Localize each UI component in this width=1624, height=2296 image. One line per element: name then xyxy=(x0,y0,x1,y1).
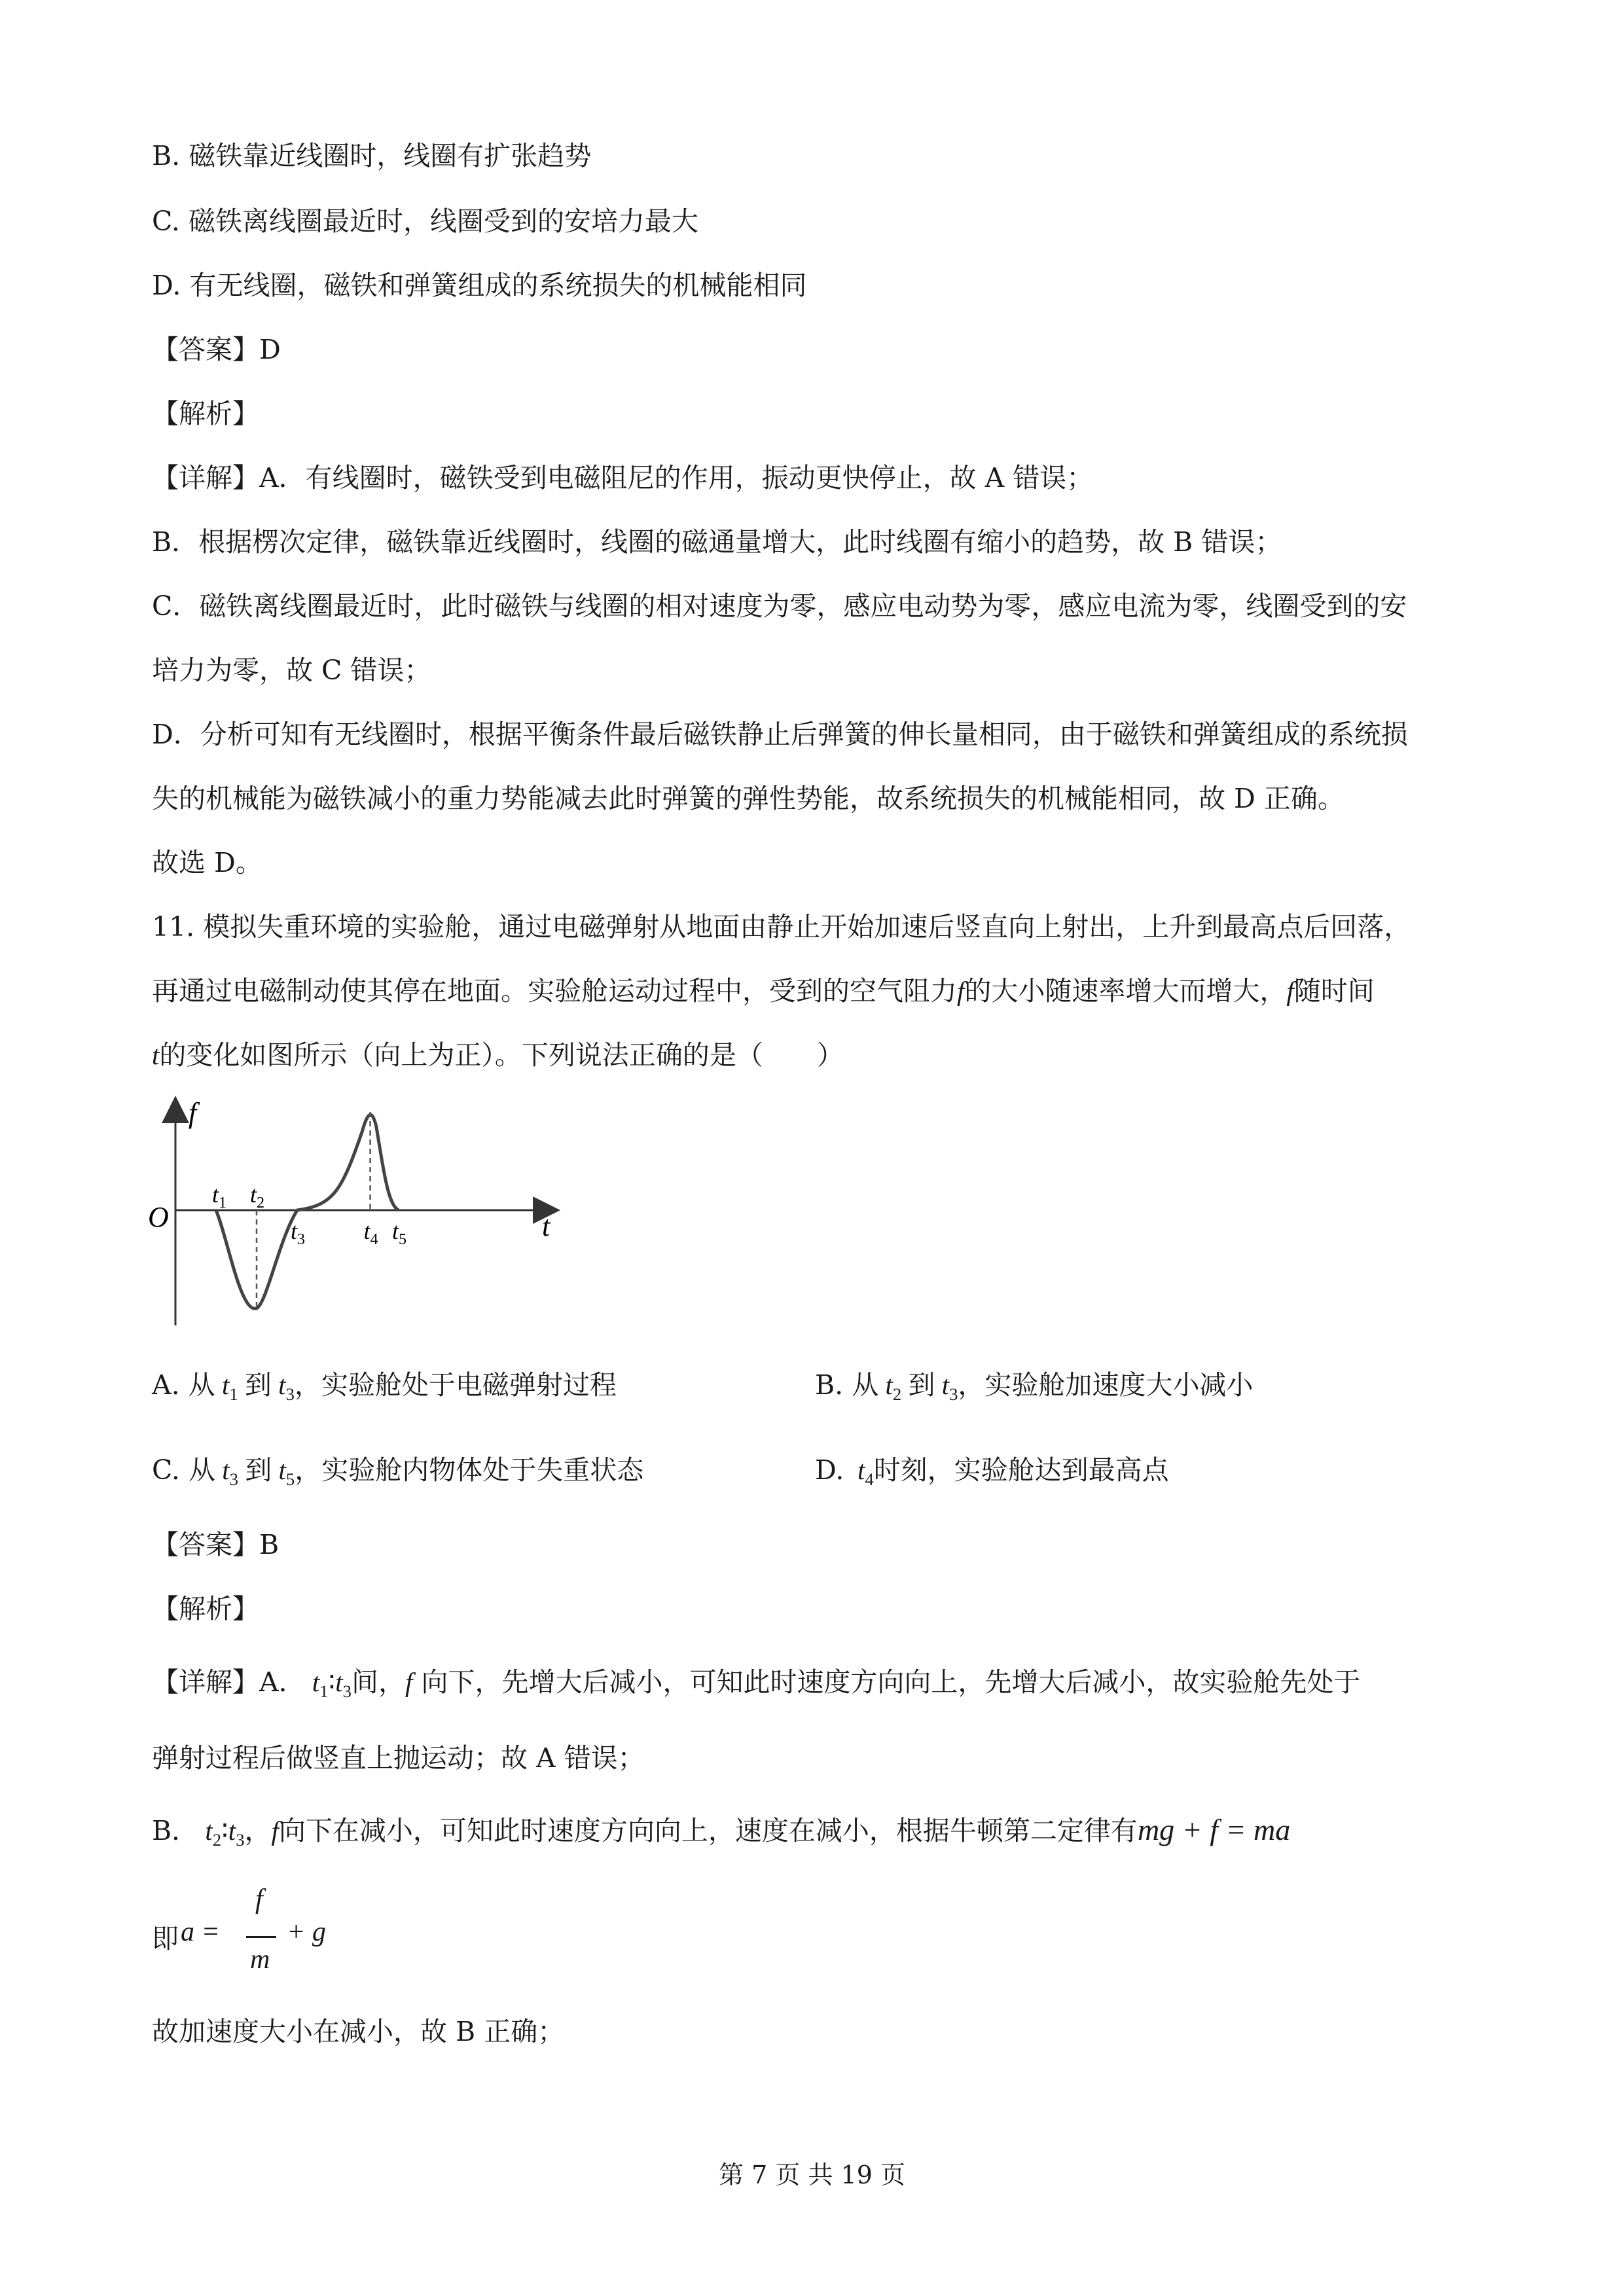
q11-option-c: C. 从 $t_3$ 到 $t_5$，实验舱内物体处于失重状态 xyxy=(152,1454,644,1490)
q11-option-b: B. 从 $t_2$ 到 $t_3$，实验舱加速度大小减小 xyxy=(815,1369,1254,1405)
q10-detail-c-line1: C．磁铁离线圈最近时，此时磁铁与线圈的相对速度为零，感应电动势为零，感应电流为零，线圈受到的安 xyxy=(152,590,1407,622)
tick-label-t3: $t_3$ xyxy=(291,1218,306,1248)
f-t-graph xyxy=(144,1086,602,1335)
q11-detail-b-line1: B． $t_2∶t_3$，f向下在减小，可知此时速度方向向上，速度在减小，根据牛顿第二定律有mg + f = ma xyxy=(152,1813,1291,1850)
q10-option-c: C. 磁铁离线圈最近时，线圈受到的安培力最大 xyxy=(152,206,698,237)
q11-option-a: A. 从 $t_1$ 到 $t_3$，实验舱处于电磁弹射过程 xyxy=(152,1369,617,1405)
q10-detail-a: 【详解】A．有线圈时，磁铁受到电磁阻尼的作用，振动更快停止，故 A 错误； xyxy=(152,462,1094,493)
q10-detail-d-line1: D．分析可知有无线圈时，根据平衡条件最后磁铁静止后弹簧的伸长量相同，由于磁铁和弹簧组成的系统损 xyxy=(152,719,1408,750)
q10-detail-c-line2: 培力为零，故 C 错误； xyxy=(152,655,431,686)
q11-detail-a-line2: 弹射过程后做竖直上抛运动；故 A 错误； xyxy=(152,1742,645,1774)
q10-detail-d-line2: 失的机械能为磁铁减小的重力势能减去此时弹簧的弹性势能，故系统损失的机械能相同，故 D 正确。 xyxy=(152,783,1344,814)
q10-analysis-label: 【解析】 xyxy=(152,398,259,429)
q10-option-b: B. 磁铁靠近线圈时，线圈有扩张趋势 xyxy=(152,140,592,171)
formula-lhs: a = xyxy=(181,1917,220,1947)
q11-answer: 【答案】B xyxy=(152,1529,280,1560)
tick-label-t2: $t_2$ xyxy=(250,1181,265,1211)
y-axis-label: f xyxy=(189,1097,197,1129)
tick-label-t4: $t_4$ xyxy=(363,1218,378,1248)
formula-numerator: f xyxy=(255,1884,263,1914)
q10-conclusion: 故选 D。 xyxy=(152,847,262,878)
x-axis-label: t xyxy=(542,1210,550,1242)
tick-label-t1: $t_1$ xyxy=(212,1181,227,1211)
formula-denominator: m xyxy=(250,1945,270,1975)
q11-stem-line3: t的变化如图所示（向上为正）。下列说法正确的是（ ） xyxy=(152,1039,844,1071)
f-curve xyxy=(216,1115,399,1308)
newton-formula: mg + f = ma xyxy=(1137,1813,1291,1846)
q10-detail-b: B．根据楞次定律，磁铁靠近线圈时，线圈的磁通量增大，此时线圈有缩小的趋势，故 B 错误； xyxy=(152,526,1282,558)
tick-label-t5: $t_5$ xyxy=(392,1218,407,1248)
q10-answer: 【答案】D xyxy=(152,334,281,365)
page-footer: 第 7 页 共 19 页 xyxy=(719,2161,905,2189)
q11-stem-line1: 11. 模拟失重环境的实验舱，通过电磁弹射从地面由静止开始加速后竖直向上射出，上升到最高点后回落， xyxy=(152,911,1411,942)
fraction-bar xyxy=(246,1936,276,1938)
origin-label: O xyxy=(148,1201,169,1233)
q11-stem-line2: 再通过电磁制动使其停在地面。实验舱运动过程中，受到的空气阻力f的大小随速率增大而增大，f随时间 xyxy=(152,975,1375,1007)
formula-rhs: + g xyxy=(287,1917,326,1947)
q11-detail-a-line1: 【详解】A． $t_1∶t_3$间，f 向下，先增大后减小，可知此时速度方向向上，先增大后减小，故实验舱先处于 xyxy=(152,1666,1361,1702)
q11-option-d: D. $t_4$时刻，实验舱达到最高点 xyxy=(815,1454,1169,1490)
ji-label: 即 xyxy=(152,1923,179,1954)
q11-detail-b-conclusion: 故加速度大小在减小，故 B 正确； xyxy=(152,2016,565,2047)
q10-option-d: D. 有无线圈，磁铁和弹簧组成的系统损失的机械能相同 xyxy=(152,270,807,301)
q11-analysis-label: 【解析】 xyxy=(152,1593,259,1624)
